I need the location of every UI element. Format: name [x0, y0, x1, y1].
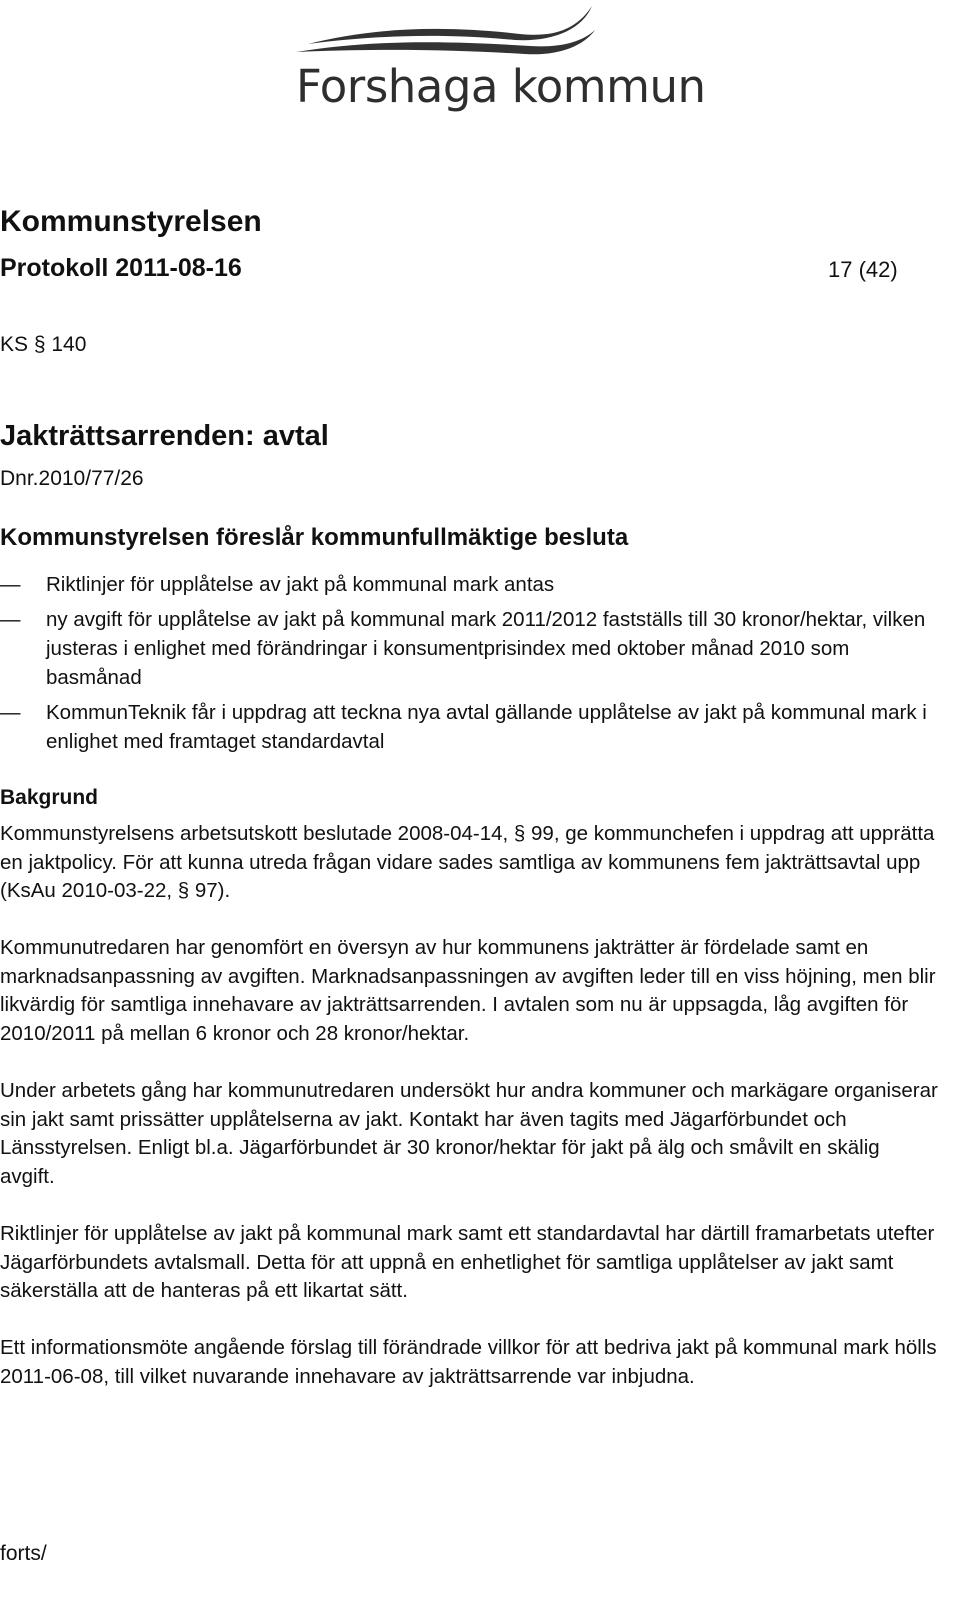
body-paragraph: Kommunstyrelsens arbetsutskott beslutade 2008-04-14, § 99, ge kommunchefen i uppdrag att upprätta en jaktpolicy. För att kunna utreda frågan vidare sades samtliga av kommunens fem jakträttsavtal upp (KsAu 2010-03-22, § 97). [0, 822, 935, 903]
body-paragraph: Kommunutredaren har genomfört en översyn av hur kommunens jakträtter är fördelade samt en marknadsanpassning av avgiften. Marknadsanpassningen av avgiften leder till en viss höjning, men blir likvärdig för samtliga innehavare av jakträttsarrenden. I avtalen som nu är uppsagda, låg avgiften för 2010/2011 på mellan 6 kronor och 28 kronor/hektar. [0, 936, 936, 1046]
page-number: 17 (42) [828, 257, 898, 282]
decision-item [0, 570, 940, 599]
case-title: Jakträttsarrenden: avtal [0, 420, 329, 452]
body-paragraph: Ett informationsmöte angående förslag till förändrade villkor för att bedriva jakt på kommunal mark hölls 2011-06-08, till vilket nuvarande innehavare av jakträttsarrende var inbjudna. [0, 1336, 937, 1388]
dash-bullet: — [0, 573, 21, 596]
decision-text: ny avgift för upplåtelse av jakt på kommunal mark 2011/2012 fastställs till 30 kronor/hektar, vilken justeras i enlighet med förändringar i konsumentprisindex med oktober månad 2010 som basmånad [46, 608, 926, 689]
logo-wave-icon [290, 0, 620, 60]
decision-text: KommunTeknik får i uppdrag att teckna nya avtal gällande upplåtelse av jakt på kommunal mark i enlighet med framtaget standardavtal [46, 701, 927, 753]
proposal-heading: Kommunstyrelsen föreslår kommunfullmäktige besluta [0, 524, 629, 551]
dash-bullet: — [0, 608, 21, 631]
organization-name: Kommunstyrelsen [0, 205, 262, 238]
decision-list [0, 570, 940, 762]
body-paragraph: Riktlinjer för upplåtelse av jakt på kommunal mark samt ett standardavtal har därtill framarbetats utefter Jägarförbundets avtalsmall. Detta för att uppnå en enhetlighet för samtliga upplåtelser av jakt samt säkerställa att de hanteras på ett likartat sätt. [0, 1222, 935, 1303]
dash-bullet: — [0, 701, 21, 724]
decision-item [0, 605, 940, 692]
continuation-note: forts/ [0, 1542, 47, 1565]
forshaga-kommun-logo [290, 0, 706, 113]
paragraph-reference: KS § 140 [0, 333, 87, 356]
decision-text: Riktlinjer för upplåtelse av jakt på kommunal mark antas [46, 573, 555, 596]
decision-item [0, 698, 940, 756]
body-paragraph: Under arbetets gång har kommunutredaren undersökt hur andra kommuner och markägare organiserar sin jakt samt prissätter upplåtelserna av jakt. Kontakt har även tagits med Jägarförbundet och Länsstyrelsen. Enligt bl.a. Jägarförbundet är 30 kronor/hektar för jakt på älg och småvilt en skälig avgift. [0, 1079, 938, 1188]
background-body [0, 820, 940, 1420]
case-number: Dnr.2010/77/26 [0, 467, 144, 490]
background-heading: Bakgrund [0, 786, 99, 809]
protocol-date: Protokoll 2011-08-16 [0, 254, 242, 282]
logo-text: Forshaga kommun [296, 60, 706, 113]
